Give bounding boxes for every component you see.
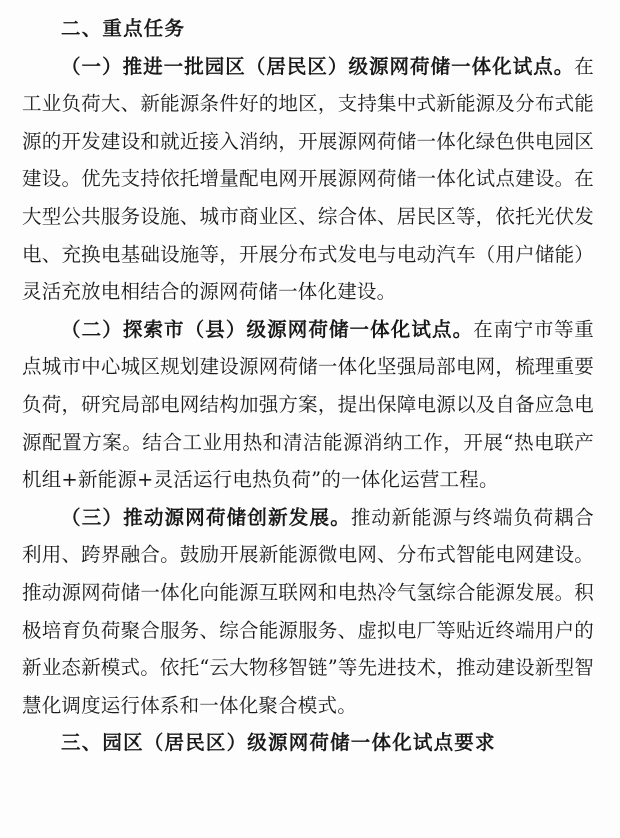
section-heading-task: 二、重点任务	[61, 17, 186, 40]
paragraph-city-pilot	[22, 311, 594, 499]
paragraph-park-pilot	[22, 48, 594, 311]
paragraph-text-park-pilot: 在工业负荷大、新能源条件好的地区，支持集中式新能源及分布式能源的开发建设和就近接入消纳，开展源网荷储一体化绿色供电园区建设。优先支持依托增量配电网开展源网荷储一体化试点建设。在大型公共服务设施、城市商业区、综合体、居民区等，依托光伏发电、充换电基础设施等，开展分布式发电与电动汽车（用户储能）灵活充放电相结合的源网荷储一体化建设。	[22, 54, 594, 304]
paragraph-lead-park-pilot: （一）推进一批园区（居民区）级源网荷储一体化试点。	[61, 54, 575, 78]
paragraph-lead-city-pilot: （二）探索市（县）级源网荷储一体化试点。	[61, 317, 474, 341]
paragraph-innovation	[22, 499, 594, 725]
document-body	[22, 10, 594, 762]
paragraph-text-city-pilot: 在南宁市等重点城市中心城区规划建设源网荷储一体化坚强局部电网，梳理重要负荷，研究局部电网结构加强方案，提出保障电源以及自备应急电源配置方案。结合工业用热和清洁能源消纳工作，开展“热电联产机组+新能源+灵活运行电热负荷”的一体化运营工程。	[22, 317, 594, 492]
paragraph-text-innovation: 推动新能源与终端负荷耦合利用、跨界融合。鼓励开展新能源微电网、分布式智能电网建设。推动源网荷储一体化向能源互联网和电热冷气氢综合能源发展。积极培育负荷聚合服务、综合能源服务、虚拟电厂等贴近终端用户的新业态新模式。依托“云大物移智链”等先进技术，推动建设新型智慧化调度运行体系和一体化聚合模式。	[22, 505, 594, 717]
section-heading-requirements: 三、园区（居民区）级源网荷储一体化试点要求	[61, 731, 496, 755]
paragraph-lead-innovation: （三）推动源网荷储创新发展。	[61, 505, 351, 529]
